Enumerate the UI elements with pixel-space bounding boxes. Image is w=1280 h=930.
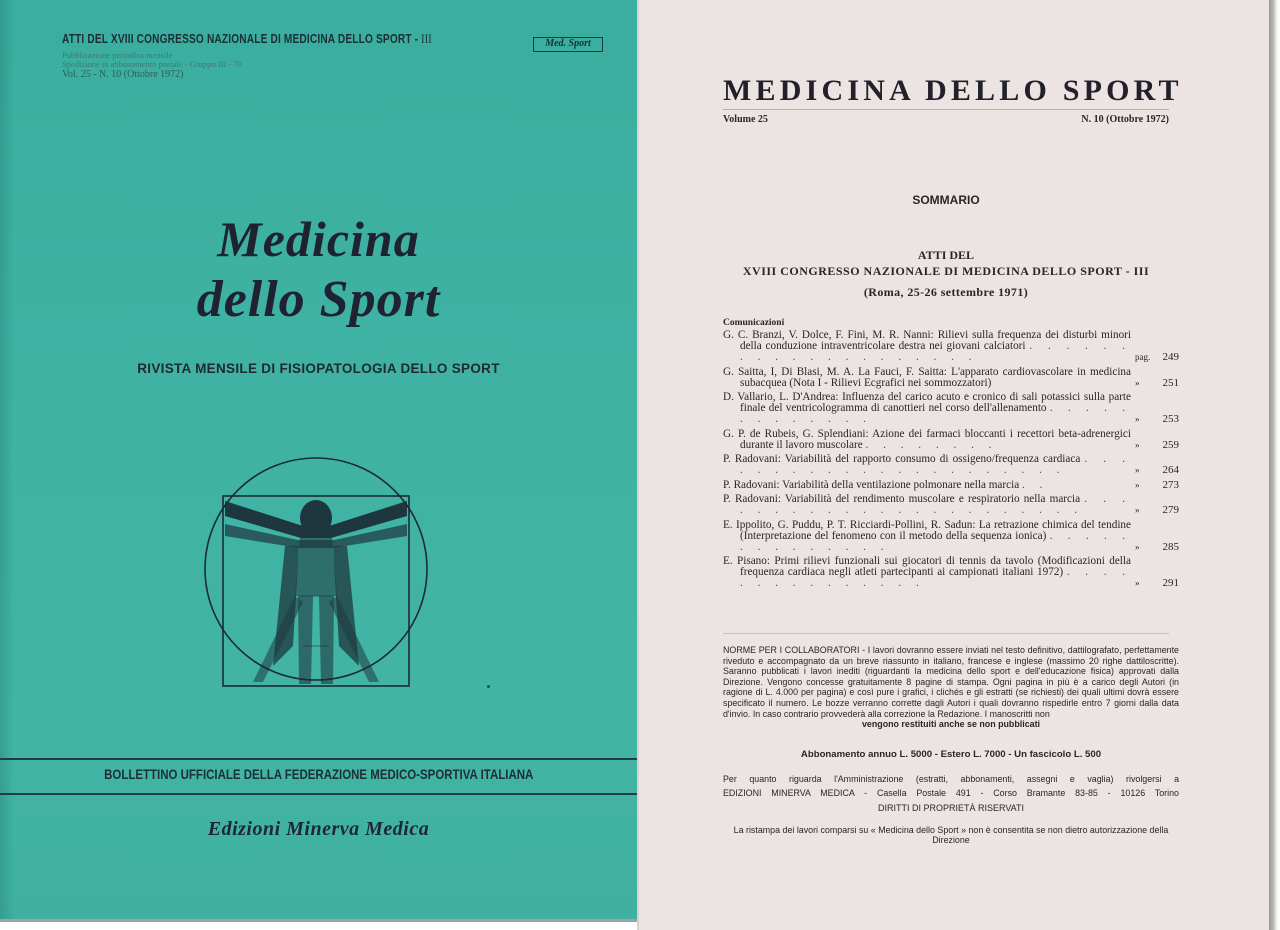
toc-page-prefix: » [1135, 541, 1140, 552]
page-masthead: MEDICINA DELLO SPORT [723, 74, 1183, 107]
toc-entry [723, 454, 1179, 476]
toc-entry [723, 480, 1179, 491]
cover-publication-info-2: Spedizione in abbonamento postale - Gruppo III - 70 [62, 59, 242, 69]
congress-heading-2: XVIII CONGRESSO NAZIONALE DI MEDICINA DELLO SPORT - III [742, 264, 1150, 278]
leader-dots: . . . . . . . . . . . . . . . [740, 566, 1132, 589]
toc-entry [723, 392, 1179, 425]
toc-entry-title: G. C. Branzi, V. Dolce, F. Fini, M. R. Nanni: Rilievi sulla frequenza dei disturbi minori della conduzione intraventricolare destra nei giovani calciatori [723, 329, 1131, 352]
leader-dots: . . . . . . . . . . . . . . [740, 529, 1131, 553]
toc-page-prefix: » [1135, 414, 1140, 424]
page-issue: N. 10 (Ottobre 1972) [1081, 114, 1169, 125]
administration-contact [723, 772, 1179, 800]
toc-entry-title: P. Radovani: Variabilità del rendimento muscolare e respiratorio nella marcia [723, 493, 1081, 505]
toc-entry [723, 556, 1179, 589]
reprint-notice: La ristampa dei lavori comparsi su « Medicina dello Sport » non è consentita se non dietro autorizzazione della Direzione [733, 825, 1169, 845]
guidelines-text: NORME PER I COLLABORATORI - I lavori dovranno essere inviati nel testo definitivo, dattilografato, perfettamente riveduto e accompagnato da un breve riassunto in italiano, francese e inglese (massimo 20 righe dattiloscritte). Saranno pubblicati i lavori inediti (riguardanti la medicina dello sport e dell'educazione fisica) approvati dalla Direzione. Vengono concesse gratuitamente 8 pagine di stampa. Ogni pagina in più è a carico degli Autori (in ragione di L. 4.000 per pagina) e così pure i grafici, i clichés e gli estratti (se richiesti) dei quali ultimi dovrà essere specificato il numero. Le bozze verranno corrette dagli Autori i quali dovranno rispedirle entro 7 giorni dalla data d'invio. In caso contrario provvederà alla correzione la Redazione. I manoscritti non [723, 645, 1179, 719]
section-title: SOMMARIO [912, 193, 980, 207]
toc-page-prefix: pag. [1135, 352, 1151, 362]
page-volume: Volume 25 [723, 114, 768, 125]
toc-page-prefix: » [1135, 439, 1140, 450]
cover-title-line-2: dello Sport [196, 271, 441, 328]
toc-page-number: 259 [1162, 438, 1179, 451]
toc-entry [723, 429, 1179, 451]
leader-dots: . . [1021, 478, 1049, 491]
toc-page-number: 291 [1162, 577, 1179, 589]
toc-page-number: 279 [1162, 504, 1179, 516]
toc-entry [723, 520, 1179, 553]
guidelines-last-line: vengono restituiti anche se non pubblicati [861, 719, 1040, 730]
toc-page-number: 273 [1162, 478, 1179, 491]
section-divider [723, 633, 1169, 634]
toc-page-prefix: » [1135, 377, 1140, 388]
toc-entry-title: G. P. de Rubeis, G. Splendiani: Azione dei farmaci bloccanti i recettori beta-adrenergici durante il lavoro muscolare [723, 427, 1131, 451]
toc-page-number: 264 [1162, 464, 1179, 476]
toc-page-number: 249 [1162, 351, 1179, 363]
masthead-rule [723, 109, 1169, 110]
toc-entry-title: E. Pisano: Primi rilievi funzionali sui giocatori di tennis da tavolo (Modificazioni della frequenza cardiaca negli atleti partecipanti ai campionati italiani 1972) [723, 555, 1131, 578]
toc-page-number: 253 [1162, 413, 1179, 425]
cover-publication-info-1: Pubblicazione periodica mensile [62, 50, 173, 60]
toc-page-number: 251 [1162, 376, 1179, 389]
toc-page-prefix: » [1135, 465, 1140, 475]
rights-notice: DIRITTI DI PROPRIETÀ RISERVATI [877, 803, 1025, 813]
cover-abbreviation-badge: Med. Sport [533, 37, 603, 52]
toc-entry [723, 494, 1179, 516]
contributor-guidelines [723, 645, 1179, 730]
administration-line-2: EDIZIONI MINERVA MEDICA - Casella Postale 491 - Corso Bramante 83-85 - 10126 Torino [723, 788, 1179, 798]
vitruvian-man-icon [203, 456, 429, 688]
subscription-prices: Abbonamento annuo L. 5000 - Estero L. 7000 - Un fascicolo L. 500 [800, 749, 1102, 760]
cover-publisher: Edizioni Minerva Medica [207, 818, 430, 840]
cover-subtitle: RIVISTA MENSILE DI FISIOPATOLOGIA DELLO SPORT [137, 361, 500, 376]
toc-page-prefix: » [1135, 505, 1140, 515]
toc-entry-title: P. Radovani: Variabilità del rapporto consumo di ossigeno/frequenza cardiaca [723, 453, 1081, 465]
toc-entry [723, 367, 1179, 389]
toc-page-number: 285 [1162, 540, 1179, 553]
communications-label: Comunicazioni [723, 318, 785, 328]
table-of-contents [723, 330, 1179, 593]
cover-congress-heading [62, 31, 432, 47]
toc-page-prefix: » [1135, 578, 1140, 588]
toc-entry-title: P. Radovani: Variabilità della ventilazione polmonare nella marcia [723, 478, 1020, 491]
leader-dots: . . . . . . . . . . . . . . . . . . . . . . . [740, 493, 1132, 516]
cover-title-line-1: Medicina [217, 211, 420, 267]
cover-bulletin-text: BOLLETTINO UFFICIALE DELLA FEDERAZIONE MEDICO-SPORTIVA ITALIANA [103, 766, 534, 782]
toc-page-prefix: » [1135, 479, 1140, 490]
cover-congress-heading-text: ATTI DEL XVIII CONGRESSO NAZIONALE DI MEDICINA DELLO SPORT - [62, 31, 419, 46]
cover-volume-line: Vol. 25 - N. 10 (Ottobre 1972) [62, 69, 184, 80]
leader-dots: . . . . . . . . . . . . . [740, 402, 1131, 425]
cover-rule-bottom [0, 793, 637, 795]
cover-congress-number: III [421, 31, 432, 46]
contents-page [637, 0, 1269, 930]
toc-entry-title: G. Saitta, I, Di Blasi, M. A. La Fauci, F. Saitta: L'apparato cardiovascolare in medicina subacquea (Nota I - Rilievi Ecgrafici nei sommozzatori) [723, 365, 1131, 389]
congress-heading-1: ATTI DEL [917, 248, 975, 262]
page-edge-shadow [1269, 0, 1280, 930]
leader-dots: . . . . . . . . . . . . . . . . . . . . [740, 340, 1132, 363]
print-speck [487, 685, 490, 688]
journal-cover [0, 0, 637, 922]
toc-entry-title: E. Ippolito, G. Puddu, P. T. Ricciardi-Pollini, R. Sadun: La retrazione chimica del tendine (Interpretazione del fenomeno con il metodo della sequenza ionica) [723, 518, 1131, 542]
leader-dots: . . . . . . . . [865, 438, 998, 451]
toc-entry-title: D. Vallario, L. D'Andrea: Influenza del carico acuto e cronico di sali potassici sulla parte finale del ventricologramma di canottieri nel corso dell'allenamento [723, 391, 1131, 414]
congress-heading-3: (Roma, 25-26 settembre 1971) [863, 285, 1029, 299]
leader-dots: . . . . . . . . . . . . . . . . . . . . . . [740, 453, 1132, 476]
cover-rule-top [0, 758, 637, 760]
toc-entry [723, 330, 1179, 363]
administration-line-1: Per quanto riguarda l'Amministrazione (estratti, abbonamenti, assegni e vaglia) rivolgersi a [723, 774, 1179, 784]
cover-bulletin-line [0, 766, 637, 782]
